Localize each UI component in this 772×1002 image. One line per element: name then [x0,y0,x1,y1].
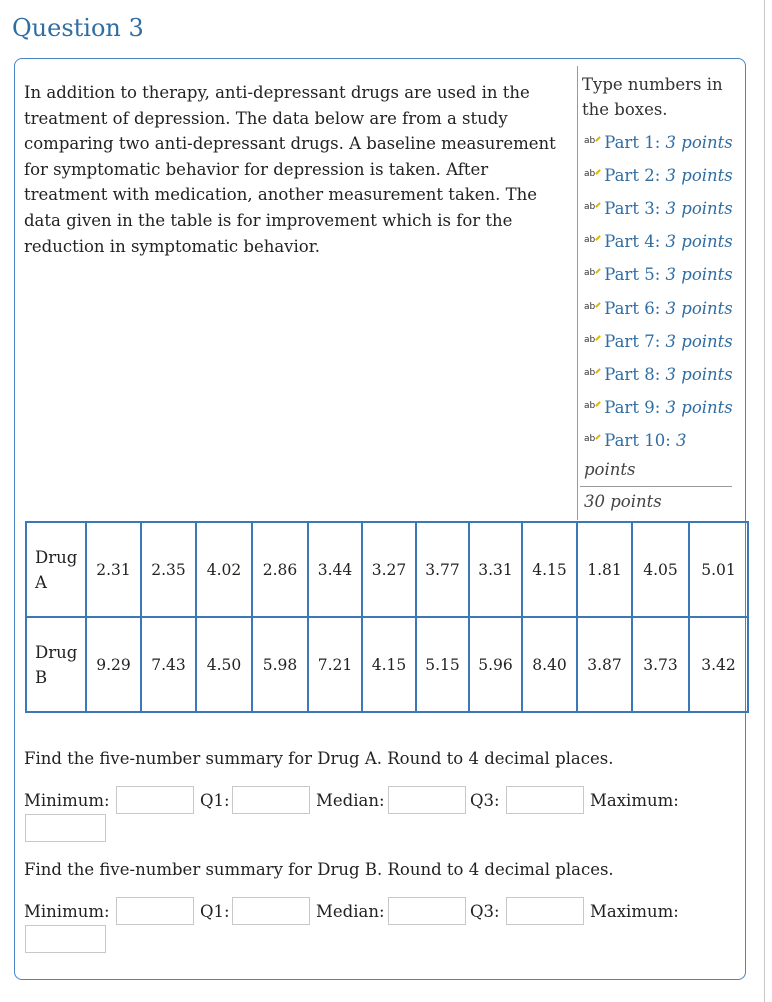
sidebar-heading: Type numbers in the boxes. [582,75,723,119]
part-points: 3 points [665,332,733,351]
table-row [26,617,748,712]
part-points: 3 points [665,398,733,417]
fill-in-icon: ab [584,268,599,278]
table-cell: 1.81 [577,522,632,617]
table-cell: 9.29 [86,617,141,712]
points-sidebar [577,66,734,520]
part-points: 3 [676,431,687,450]
drug-a-median-input[interactable] [388,786,466,814]
table-cell: 4.15 [522,522,577,617]
part-link-2[interactable] [584,163,733,189]
part-link-1[interactable] [584,130,733,156]
maximum-label: Maximum: [590,902,679,921]
drug-b-q3-input[interactable] [506,897,584,925]
part-points: 3 points [665,133,733,152]
fill-in-icon: ab [584,401,599,411]
part-points: 3 points [665,166,733,185]
median-label: Median: [316,791,385,810]
part-label: Part 5: [604,265,661,284]
part-label: Part 2: [604,166,661,185]
part-label: Part 6: [604,299,661,318]
fill-in-icon: ab [584,202,599,212]
drug-b-maximum-input[interactable] [25,925,106,953]
q3-label: Q3: [470,791,500,810]
sidebar-divider [580,486,732,487]
minimum-label: Minimum: [24,902,110,921]
part-label: Part 10: [604,431,671,450]
drug-b-prompt: Find the five-number summary for Drug B. Round to 4 decimal places. [24,860,614,879]
question-intro-text: In addition to therapy, anti-depressant drugs are used in the treatment of depression. The data below are from a study comparing two anti-depressant drugs. A baseline measurement for symptomatic behavior for depression is taken. After treatment with medication, another measurement taken. The data given in the table is for improvement which is for the reduction in symptomatic behavior. [24,83,556,256]
table-cell: 3.27 [362,522,416,617]
table-cell: 4.05 [632,522,689,617]
table-cell: 5.98 [252,617,308,712]
part-points: 3 points [665,265,733,284]
drug-a-maximum-input[interactable] [25,814,106,842]
part-label: Part 4: [604,232,661,251]
table-cell: 3.77 [416,522,469,617]
drug-a-minimum-input[interactable] [116,786,194,814]
part-link-5[interactable] [584,262,733,288]
part-label: Part 3: [604,199,661,218]
part-link-8[interactable] [584,362,733,388]
drug-a-q3-input[interactable] [506,786,584,814]
table-cell: 7.21 [308,617,362,712]
table-cell: 4.15 [362,617,416,712]
q1-label: Q1: [200,902,230,921]
table-cell: 8.40 [522,617,577,712]
table-cell: 3.87 [577,617,632,712]
fill-in-icon: ab [584,302,599,312]
q3-label: Q3: [470,902,500,921]
part-label: Part 7: [604,332,661,351]
fill-in-icon: ab [584,335,599,345]
minimum-label: Minimum: [24,791,110,810]
part-label: Part 1: [604,133,661,152]
question-title: Question 3 [12,14,144,42]
q1-label: Q1: [200,791,230,810]
part-link-6[interactable] [584,296,733,322]
row-label: Drug B [26,617,86,712]
table-cell: 3.73 [632,617,689,712]
table-cell: 2.86 [252,522,308,617]
drug-b-minimum-input[interactable] [116,897,194,925]
drug-a-q1-input[interactable] [232,786,310,814]
table-cell: 2.31 [86,522,141,617]
row-label: Drug A [26,522,86,617]
part-link-3[interactable] [584,196,733,222]
maximum-label: Maximum: [590,791,679,810]
part-10-points-wrap: points [584,460,636,479]
table-cell: 2.35 [141,522,196,617]
fill-in-icon: ab [584,136,599,146]
table-row [26,522,748,617]
table-cell: 3.44 [308,522,362,617]
total-points: 30 points [584,492,662,511]
table-cell: 4.50 [196,617,252,712]
table-cell: 3.31 [469,522,522,617]
part-label: Part 9: [604,398,661,417]
part-label: Part 8: [604,365,661,384]
table-cell: 5.96 [469,617,522,712]
fill-in-icon: ab [584,235,599,245]
drug-b-q1-input[interactable] [232,897,310,925]
table-cell: 3.42 [689,617,748,712]
drug-a-prompt: Find the five-number summary for Drug A. Round to 4 decimal places. [24,749,614,768]
table-cell: 5.15 [416,617,469,712]
drug-b-median-input[interactable] [388,897,466,925]
part-link-7[interactable] [584,329,733,355]
fill-in-icon: ab [584,169,599,179]
table-cell: 5.01 [689,522,748,617]
part-points: 3 points [665,232,733,251]
table-cell: 7.43 [141,617,196,712]
fill-in-icon: ab [584,434,599,444]
part-points: 3 points [665,365,733,384]
median-label: Median: [316,902,385,921]
part-points: 3 points [665,199,733,218]
part-points: 3 points [665,299,733,318]
fill-in-icon: ab [584,368,599,378]
part-link-4[interactable] [584,229,733,255]
page-edge-line [764,0,765,1002]
drug-data-table [25,521,749,713]
table-cell: 4.02 [196,522,252,617]
part-link-10[interactable] [584,428,687,454]
part-link-9[interactable] [584,395,733,421]
